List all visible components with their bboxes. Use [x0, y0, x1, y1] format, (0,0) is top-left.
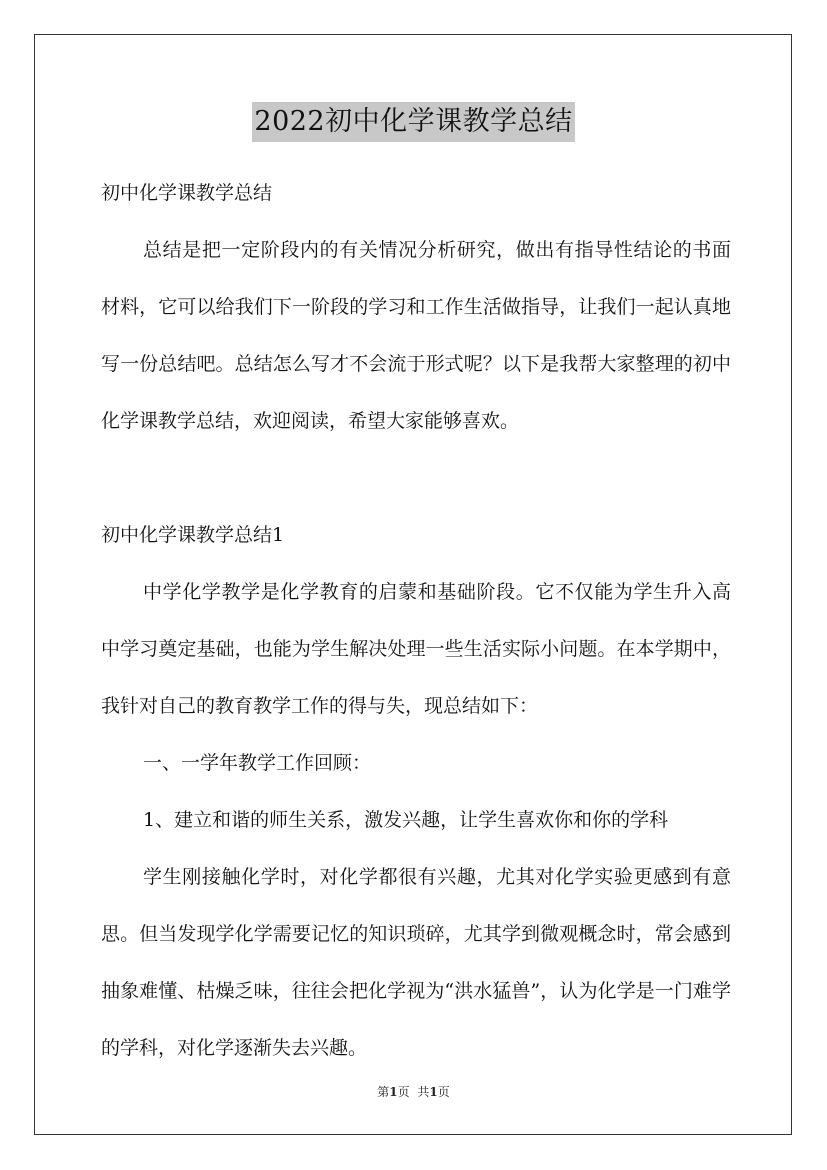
footer-page-suffix: 页 — [397, 1085, 410, 1099]
footer-total-pages: 1 — [429, 1085, 438, 1099]
paragraph-3: 1、建立和谐的师生关系，激发兴趣，让学生喜欢你和你的学科 — [143, 809, 669, 831]
footer-page-prefix: 第 — [377, 1085, 390, 1099]
document-body — [101, 165, 731, 1077]
subheading-1: 初中化学课教学总结1 — [101, 524, 285, 546]
document-title — [0, 102, 827, 142]
footer-total-prefix: 共 — [417, 1085, 430, 1099]
paragraph-4: 学生刚接触化学时，对化学都很有兴趣，尤其对化学实验更感到有意思。但当发现学化学需要记忆的知识琐碎，尤其学到微观概念时，常会感到抽象难懂、枯燥乏味，往往会把化学视为“洪水猛兽”，认为化学是一门难学的学科，对化学逐渐失去兴趣。 — [101, 866, 731, 1059]
paragraph-gap — [101, 450, 731, 507]
document-title-text: 2022初中化学课教学总结 — [252, 102, 574, 142]
paragraph-2: 一、一学年教学工作回顾： — [143, 752, 372, 774]
intro-paragraph: 总结是把一定阶段内的有关情况分析研究，做出有指导性结论的书面材料，它可以给我们下一阶段的学习和工作生活做指导，让我们一起认真地写一份总结吧。总结怎么写才不会流于形式呢？以下是我帮大家整理的初中化学课教学总结，欢迎阅读，希望大家能够喜欢。 — [101, 239, 731, 432]
footer-total-suffix: 页 — [437, 1085, 450, 1099]
footer-page-number: 1 — [389, 1085, 398, 1099]
paragraph-1: 中学化学教学是化学教育的启蒙和基础阶段。它不仅能为学生升入高中学习奠定基础，也能为学生解决处理一些生活实际小问题。在本学期中，我针对自己的教育教学工作的得与失，现总结如下： — [101, 581, 731, 717]
section-heading: 初中化学课教学总结 — [101, 182, 273, 204]
page-footer — [0, 1083, 827, 1101]
